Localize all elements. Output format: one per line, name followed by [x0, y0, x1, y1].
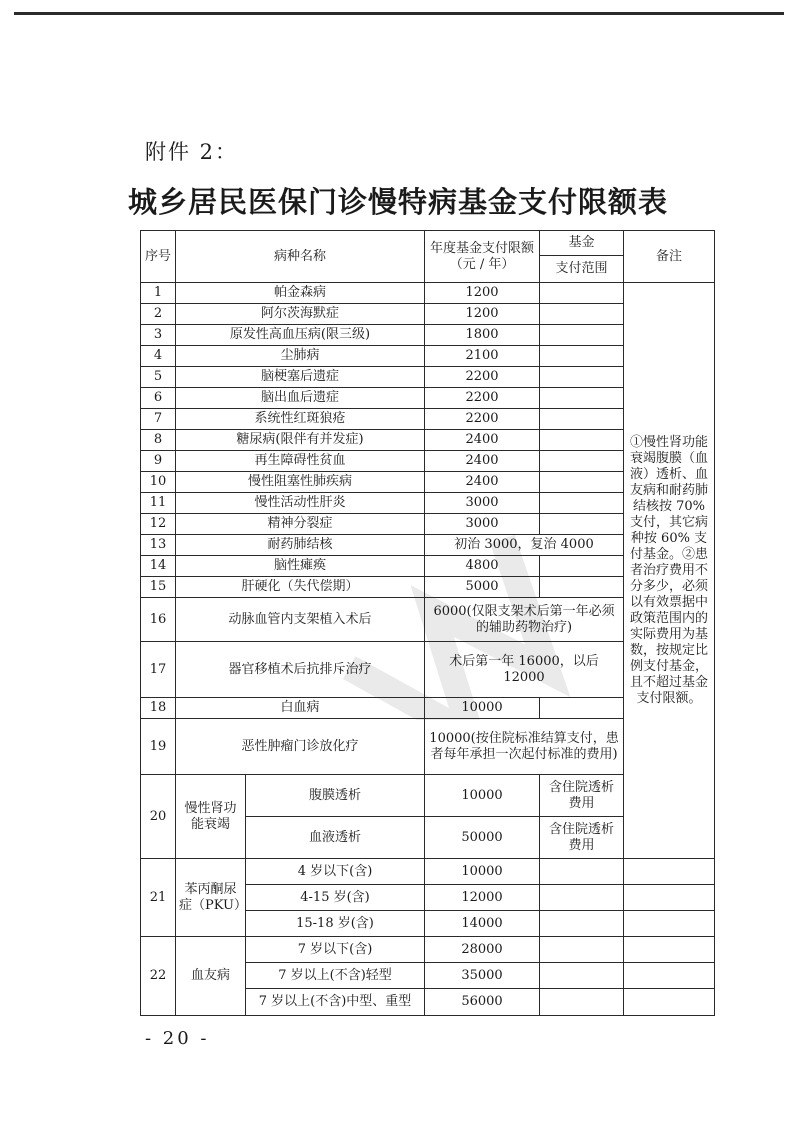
row-name: 原发性高血压病(限三级) — [176, 325, 425, 346]
row-fund-scope — [540, 859, 624, 885]
row-subname: 7 岁以下(含) — [246, 937, 425, 963]
row-fund-scope — [540, 367, 624, 388]
header-row — [141, 231, 715, 256]
row-name: 器官移植术后抗排斥治疗 — [176, 642, 425, 698]
remark-empty — [624, 911, 715, 937]
row-limit: 6000(仅限支架术后第一年必须的辅助药物治疗) — [425, 598, 624, 642]
remark-empty — [624, 937, 715, 963]
row-limit: 56000 — [425, 989, 540, 1016]
row-fund-scope: 含住院透析费用 — [540, 817, 624, 859]
row-name: 动脉血管内支架植入术后 — [176, 598, 425, 642]
row-subname: 7 岁以上(不含)中型、重型 — [246, 989, 425, 1016]
row-seq: 13 — [141, 535, 176, 556]
row-name: 慢性阻塞性肺疾病 — [176, 472, 425, 493]
row-fund-scope — [540, 885, 624, 911]
table-row — [141, 859, 715, 885]
row-limit: 1800 — [425, 325, 540, 346]
row-name: 肝硬化（失代偿期） — [176, 577, 425, 598]
remark-empty — [624, 989, 715, 1016]
row-limit: 2100 — [425, 346, 540, 367]
row-subname: 7 岁以上(不含)轻型 — [246, 963, 425, 989]
row-subname: 4 岁以下(含) — [246, 859, 425, 885]
table-row — [141, 937, 715, 963]
row-fund-scope — [540, 283, 624, 304]
row-fund-scope — [540, 989, 624, 1016]
page-title: 城乡居民医保门诊慢特病基金支付限额表 — [127, 185, 668, 219]
row-group: 慢性肾功能衰竭 — [176, 775, 246, 859]
row-name: 脑梗塞后遗症 — [176, 367, 425, 388]
row-limit: 术后第一年 16000，以后 12000 — [425, 642, 624, 698]
row-fund-scope — [540, 451, 624, 472]
row-subname: 4-15 岁(含) — [246, 885, 425, 911]
row-name: 尘肺病 — [176, 346, 425, 367]
row-seq: 21 — [141, 859, 176, 937]
row-limit: 3000 — [425, 514, 540, 535]
row-limit: 28000 — [425, 937, 540, 963]
row-name: 脑出血后遗症 — [176, 388, 425, 409]
remark-cell: ①慢性肾功能衰竭腹膜（血液）透析、血友病和耐药肺结核按 70% 支付，其它病种按 60% 支付基金。②患者治疗费用不分多少，必须以有效票据中政策范围内的实际费用为基数，按规定比例支付基金，且不超过基金支付限额。 — [624, 283, 715, 859]
row-subname: 血液透析 — [246, 817, 425, 859]
row-seq: 9 — [141, 451, 176, 472]
row-seq: 18 — [141, 698, 176, 719]
row-seq: 5 — [141, 367, 176, 388]
row-limit: 35000 — [425, 963, 540, 989]
row-seq: 22 — [141, 937, 176, 1016]
row-name: 耐药肺结核 — [176, 535, 425, 556]
row-seq: 12 — [141, 514, 176, 535]
row-limit: 14000 — [425, 911, 540, 937]
row-seq: 15 — [141, 577, 176, 598]
row-name: 阿尔茨海默症 — [176, 304, 425, 325]
row-limit: 10000 — [425, 775, 540, 817]
row-fund-scope — [540, 493, 624, 514]
row-name: 精神分裂症 — [176, 514, 425, 535]
annex-label: 附件 2： — [145, 140, 239, 164]
row-limit: 10000 — [425, 859, 540, 885]
row-seq: 1 — [141, 283, 176, 304]
row-seq: 6 — [141, 388, 176, 409]
row-seq: 7 — [141, 409, 176, 430]
row-limit: 2200 — [425, 367, 540, 388]
row-limit: 1200 — [425, 304, 540, 325]
row-fund-scope — [540, 937, 624, 963]
remark-empty — [624, 963, 715, 989]
row-name: 糖尿病(限伴有并发症) — [176, 430, 425, 451]
header-limit: 年度基金支付限额（元 / 年） — [425, 231, 540, 283]
row-name: 帕金森病 — [176, 283, 425, 304]
row-limit: 初治 3000，复治 4000 — [425, 535, 624, 556]
row-seq: 4 — [141, 346, 176, 367]
remark-empty — [624, 859, 715, 885]
row-fund-scope: 含住院透析费用 — [540, 775, 624, 817]
row-seq: 19 — [141, 719, 176, 775]
row-fund-scope — [540, 556, 624, 577]
row-fund-scope — [540, 514, 624, 535]
row-name: 慢性活动性肝炎 — [176, 493, 425, 514]
row-fund-scope — [540, 472, 624, 493]
row-fund-scope — [540, 698, 624, 719]
row-limit: 1200 — [425, 283, 540, 304]
row-seq: 17 — [141, 642, 176, 698]
row-limit: 10000(按住院标准结算支付，患者每年承担一次起付标准的费用) — [425, 719, 624, 775]
row-seq: 11 — [141, 493, 176, 514]
row-seq: 8 — [141, 430, 176, 451]
row-subname: 15-18 岁(含) — [246, 911, 425, 937]
row-fund-scope — [540, 409, 624, 430]
row-seq: 14 — [141, 556, 176, 577]
row-fund-scope — [540, 963, 624, 989]
row-fund-scope — [540, 430, 624, 451]
row-name: 系统性红斑狼疮 — [176, 409, 425, 430]
row-limit: 3000 — [425, 493, 540, 514]
payment-limit-table — [140, 230, 715, 1016]
row-limit: 5000 — [425, 577, 540, 598]
row-group: 血友病 — [176, 937, 246, 1016]
row-name: 再生障碍性贫血 — [176, 451, 425, 472]
row-limit: 2200 — [425, 388, 540, 409]
row-fund-scope — [540, 325, 624, 346]
row-name: 恶性肿瘤门诊放化疗 — [176, 719, 425, 775]
header-remark: 备注 — [624, 231, 715, 283]
top-rule — [14, 12, 784, 15]
row-name: 白血病 — [176, 698, 425, 719]
row-limit: 10000 — [425, 698, 540, 719]
row-subname: 腹膜透析 — [246, 775, 425, 817]
row-fund-scope — [540, 346, 624, 367]
row-name: 脑性瘫痪 — [176, 556, 425, 577]
header-fund: 基金 — [540, 231, 624, 256]
row-fund-scope — [540, 304, 624, 325]
header-fund-scope: 支付范围 — [540, 256, 624, 283]
row-limit: 2400 — [425, 430, 540, 451]
row-limit: 4800 — [425, 556, 540, 577]
header-seq: 序号 — [141, 231, 176, 283]
table-row — [141, 283, 715, 304]
row-seq: 2 — [141, 304, 176, 325]
header-name: 病种名称 — [176, 231, 425, 283]
row-group: 苯丙酮尿症（PKU） — [176, 859, 246, 937]
row-limit: 2400 — [425, 472, 540, 493]
row-fund-scope — [540, 577, 624, 598]
row-limit: 2400 — [425, 451, 540, 472]
remark-empty — [624, 885, 715, 911]
row-seq: 10 — [141, 472, 176, 493]
row-fund-scope — [540, 388, 624, 409]
page-number: - 20 - — [145, 1028, 210, 1049]
row-seq: 3 — [141, 325, 176, 346]
row-limit: 2200 — [425, 409, 540, 430]
row-seq: 20 — [141, 775, 176, 859]
row-fund-scope — [540, 911, 624, 937]
row-seq: 16 — [141, 598, 176, 642]
row-limit: 50000 — [425, 817, 540, 859]
row-limit: 12000 — [425, 885, 540, 911]
